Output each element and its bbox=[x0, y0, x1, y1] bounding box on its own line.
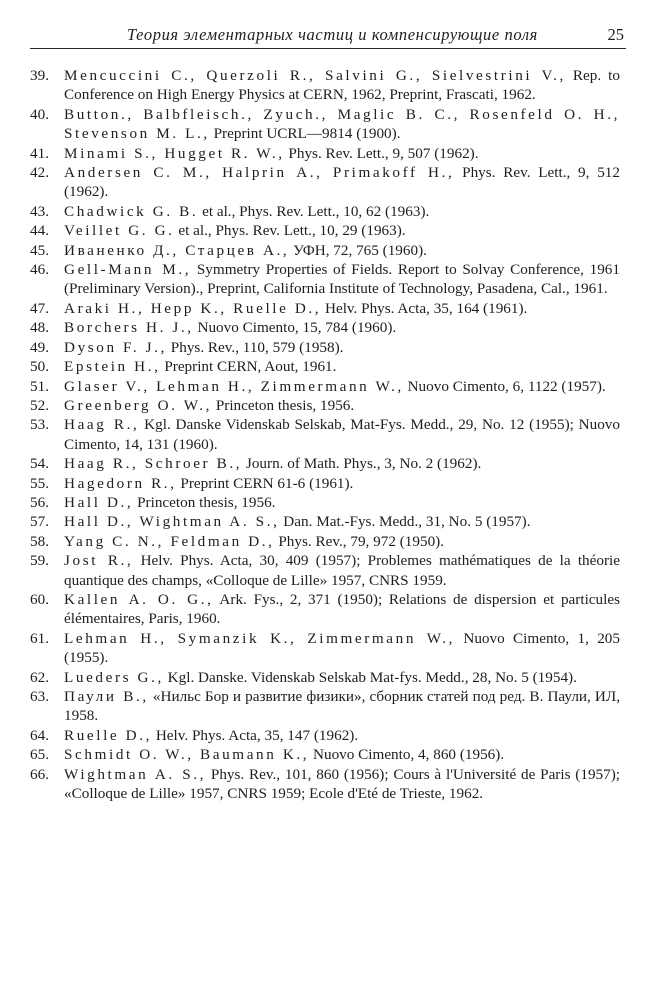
running-title: Теория элементарных частиц и компенсирующие поля bbox=[127, 25, 538, 44]
reference-item bbox=[30, 512, 620, 531]
reference-citation: Phys. Rev., 110, 579 (1958). bbox=[166, 338, 344, 356]
reference-item bbox=[30, 668, 620, 687]
reference-authors: Dyson F. J., bbox=[64, 338, 167, 356]
reference-number: 40. bbox=[30, 105, 49, 123]
reference-citation: Helv. Phys. Acta, 35, 147 (1962). bbox=[152, 726, 359, 744]
reference-list bbox=[30, 66, 620, 803]
reference-number: 66. bbox=[30, 765, 49, 783]
reference-item bbox=[30, 396, 620, 415]
reference-authors: Jost R., bbox=[64, 552, 134, 570]
reference-citation: Nuovo Cimento, 4, 860 (1956). bbox=[309, 746, 505, 764]
reference-item bbox=[30, 745, 620, 764]
reference-number: 46. bbox=[30, 261, 49, 279]
reference-item bbox=[30, 765, 620, 804]
reference-authors: Button., Balbfleisch., Zyuch., Maglic B. C., Rosenfeld O. H., Stevenson M. L., bbox=[64, 105, 620, 143]
reference-number: 65. bbox=[30, 746, 49, 764]
reference-item bbox=[30, 260, 620, 299]
reference-authors: Araki H., Hepp K., Ruelle D., bbox=[64, 299, 322, 317]
reference-citation: Preprint UCRL—9814 (1900). bbox=[209, 125, 401, 143]
reference-item bbox=[30, 163, 620, 202]
reference-authors: Andersen C. M., Halprin A., Primakoff H., bbox=[64, 164, 455, 182]
reference-authors: Chadwick G. B. bbox=[64, 202, 199, 220]
reference-item bbox=[30, 726, 620, 745]
reference-number: 55. bbox=[30, 474, 49, 492]
reference-number: 61. bbox=[30, 629, 49, 647]
reference-authors: Epstein H., bbox=[64, 358, 161, 376]
reference-authors: Lueders G., bbox=[64, 668, 164, 686]
reference-authors: Greenberg O. W., bbox=[64, 396, 213, 414]
reference-authors: Haag R., Schroer B., bbox=[64, 455, 243, 473]
reference-item bbox=[30, 318, 620, 337]
reference-authors: Borchers H. J., bbox=[64, 319, 194, 337]
reference-number: 45. bbox=[30, 241, 49, 259]
reference-citation: Phys. Rev., 101, 860 (1956); Cours à l'Université de Paris (1957); «Colloque de Lille» 1957, CNRS 1959; Ecole d'Eté de Trieste, 1962. bbox=[64, 765, 621, 803]
reference-item bbox=[30, 474, 620, 493]
reference-citation: Kgl. Danske Videnskab Selskab, Mat-Fys. Medd., 29, No. 12 (1955); Nuovo Cimento, 14, 131 (1960). bbox=[64, 416, 620, 453]
reference-authors: Veillet G. G. bbox=[64, 222, 175, 240]
running-header bbox=[30, 20, 626, 49]
reference-item bbox=[30, 105, 620, 144]
reference-citation: Phys. Rev. Lett., 9, 512 (1962). bbox=[64, 164, 620, 201]
reference-item bbox=[30, 415, 620, 454]
reference-item bbox=[30, 144, 620, 163]
reference-number: 56. bbox=[30, 493, 49, 511]
reference-citation: et al., Phys. Rev. Lett., 10, 29 (1963). bbox=[174, 222, 406, 240]
reference-number: 64. bbox=[30, 726, 49, 744]
reference-citation: Phys. Rev. Lett., 9, 507 (1962). bbox=[284, 144, 479, 162]
reference-item bbox=[30, 357, 620, 376]
reference-citation: Nuovo Cimento, 1, 205 (1955). bbox=[64, 629, 620, 667]
reference-authors: Mencuccini C., Querzoli R., Salvini G., Sielvestrini V., bbox=[64, 67, 566, 84]
reference-item bbox=[30, 551, 620, 590]
reference-number: 47. bbox=[30, 299, 49, 317]
reference-citation: Symmetry Properties of Fields. Report to Solvay Conference, 1961 (Preliminary Version)., Preprint, California Institute of Technology, Pasadena, Cal., 1961. bbox=[64, 261, 620, 298]
reference-item bbox=[30, 629, 620, 668]
reference-number: 59. bbox=[30, 552, 49, 570]
reference-citation: Journ. of Math. Phys., 3, No. 2 (1962). bbox=[242, 455, 482, 473]
reference-number: 48. bbox=[30, 319, 49, 337]
reference-number: 54. bbox=[30, 455, 49, 473]
reference-number: 50. bbox=[30, 358, 49, 376]
reference-number: 49. bbox=[30, 338, 49, 356]
reference-authors: Hagedorn R., bbox=[64, 474, 177, 492]
reference-item bbox=[30, 377, 620, 396]
reference-number: 52. bbox=[30, 396, 49, 414]
reference-authors: Gell-Mann M., bbox=[64, 261, 192, 279]
reference-authors: Wightman A. S., bbox=[64, 765, 207, 783]
reference-authors: Glaser V., Lehman H., Zimmermann W., bbox=[64, 377, 404, 395]
reference-number: 42. bbox=[30, 164, 49, 182]
reference-number: 62. bbox=[30, 668, 49, 686]
reference-item bbox=[30, 202, 620, 221]
reference-authors: Hall D., Wightman A. S., bbox=[64, 513, 280, 531]
reference-citation: Rep. to Conference on High Energy Physics at CERN, 1962, Preprint, Frascati, 1962. bbox=[64, 67, 620, 104]
reference-number: 60. bbox=[30, 590, 49, 608]
reference-number: 39. bbox=[30, 67, 49, 84]
reference-authors: Иваненко Д., Старцев А., bbox=[64, 241, 290, 259]
reference-citation: Phys. Rev., 79, 972 (1950). bbox=[274, 532, 445, 550]
reference-citation: Preprint CERN 61-6 (1961). bbox=[176, 474, 354, 492]
reference-authors: Lehman H., Symanzik K., Zimmermann W., bbox=[64, 629, 456, 647]
reference-item bbox=[30, 493, 620, 512]
reference-number: 58. bbox=[30, 532, 49, 550]
reference-item bbox=[30, 532, 620, 551]
reference-number: 51. bbox=[30, 377, 49, 395]
reference-item bbox=[30, 687, 620, 726]
reference-authors: Kallen A. O. G., bbox=[64, 590, 214, 608]
reference-citation: Nuovo Cimento, 6, 1122 (1957). bbox=[403, 377, 606, 395]
reference-authors: Ruelle D., bbox=[64, 726, 153, 744]
reference-item bbox=[30, 66, 620, 105]
reference-citation: Nuovo Cimento, 15, 784 (1960). bbox=[193, 319, 397, 337]
reference-citation: «Нильс Бор и развитие физики», сборник статей под ред. В. Паули, ИЛ, 1958. bbox=[64, 688, 620, 725]
reference-number: 53. bbox=[30, 416, 49, 434]
reference-citation: Ark. Fys., 2, 371 (1950); Relations de dispersion et particules élémentaires, Paris, 1960. bbox=[64, 590, 620, 628]
reference-citation: Kgl. Danske. Videnskab Selskab Mat-fys. Medd., 28, No. 5 (1954). bbox=[163, 668, 577, 686]
reference-authors: Yang C. N., Feldman D., bbox=[64, 532, 275, 550]
reference-number: 41. bbox=[30, 144, 49, 162]
reference-number: 57. bbox=[30, 513, 49, 531]
reference-authors: Hall D., bbox=[64, 493, 134, 511]
reference-citation: УФН, 72, 765 (1960). bbox=[289, 241, 427, 259]
reference-number: 44. bbox=[30, 222, 49, 240]
reference-citation: Princeton thesis, 1956. bbox=[133, 493, 276, 511]
reference-authors: Schmidt O. W., Baumann K., bbox=[64, 746, 310, 764]
reference-citation: Preprint CERN, Aout, 1961. bbox=[160, 358, 337, 376]
reference-authors: Minami S., Hugget R. W., bbox=[64, 144, 285, 162]
reference-item bbox=[30, 241, 620, 260]
reference-authors: Паули В., bbox=[64, 688, 149, 705]
page-number: 25 bbox=[607, 25, 624, 44]
reference-citation: Dan. Mat.-Fys. Medd., 31, No. 5 (1957). bbox=[279, 513, 531, 531]
reference-item bbox=[30, 590, 620, 629]
reference-item bbox=[30, 299, 620, 318]
reference-item bbox=[30, 221, 620, 240]
reference-citation: Princeton thesis, 1956. bbox=[212, 396, 355, 414]
reference-number: 43. bbox=[30, 202, 49, 220]
reference-item bbox=[30, 454, 620, 473]
reference-number: 63. bbox=[30, 688, 49, 705]
reference-citation: Helv. Phys. Acta, 35, 164 (1961). bbox=[321, 299, 528, 317]
reference-citation: Helv. Phys. Acta, 30, 409 (1957); Problemes mathématiques de la théorie quantique des champs, «Colloque de Lille» 1957, CNRS 1959. bbox=[64, 552, 620, 589]
reference-authors: Haag R., bbox=[64, 416, 140, 434]
reference-citation: et al., Phys. Rev. Lett., 10, 62 (1963). bbox=[198, 202, 430, 220]
reference-item bbox=[30, 338, 620, 357]
